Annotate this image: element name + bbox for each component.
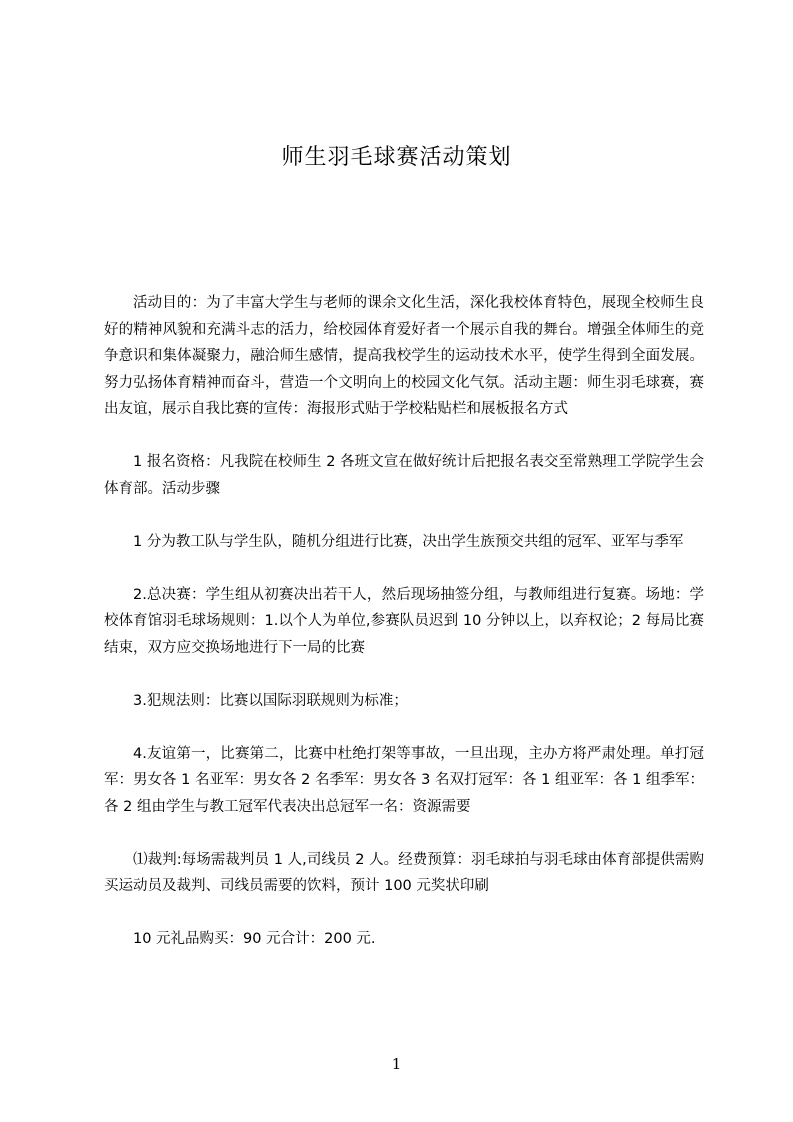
paragraph-total: 10 元礼品购买：90 元合计：200 元. [133, 931, 376, 947]
paragraph-budget: ⑴裁判:每场需裁判员 1 人,司线员 2 人。经费预算：羽毛球拍与羽毛球由体育部提供需购买运动员及裁判、司线员需要的饮料，预计 100 元奖状印刷 [104, 851, 704, 894]
document-body [104, 290, 704, 979]
paragraph-grouping: 1 分为教工队与学生队，随机分组进行比赛，决出学生族预交共组的冠军、亚军与季军 [133, 533, 684, 550]
page-number: 1 [391, 1055, 402, 1073]
document-title: 师生羽毛球赛活动策划 [281, 145, 512, 170]
paragraph-registration: 1 报名资格：凡我院在校师生 2 各班文宣在做好统计后把报名表交至常熟理工学院学生会体育部。活动步骤 [104, 454, 704, 497]
paragraph-foul-rules: 3.犯规法则：比赛以国际羽联规则为标准； [133, 692, 408, 709]
paragraph-purpose: 活动目的：为了丰富大学生与老师的课余文化生活，深化我校体育特色，展现全校师生良好的精神风貌和充满斗志的活力，给校园体育爱好者一个展示自我的舞台。增强全体师生的竞争意识和集体凝聚力，融洽师生感情，提高我校学生的运动技术水平，使学生得到全面发展。努力弘扬体育精神而奋斗，营造一个文明向上的校园文化气氛。活动主题：师生羽毛球赛，赛出友谊，展示自我比赛的宣传：海报形式贴于学校粘贴栏和展板报名方式 [104, 295, 704, 417]
paragraph-awards: 4.友谊第一，比赛第二，比赛中杜绝打架等事故，一旦出现，主办方将严肃处理。单打冠军：男女各 1 名亚军：男女各 2 名季军：男女各 3 名双打冠军：各 1 组亚军：各 1 组季军：各 2 组由学生与教工冠军代表决出总冠军一名：资源需要 [104, 745, 704, 815]
paragraph-finals: 2.总决赛：学生组从初赛决出若干人，然后现场抽签分组，与教师组进行复赛。场地：学校体育馆羽毛球场规则：1.以个人为单位,参赛队员迟到 10 分钟以上，以弃权论；2 每局比赛结束，双方应交换场地进行下一局的比赛 [104, 586, 704, 656]
